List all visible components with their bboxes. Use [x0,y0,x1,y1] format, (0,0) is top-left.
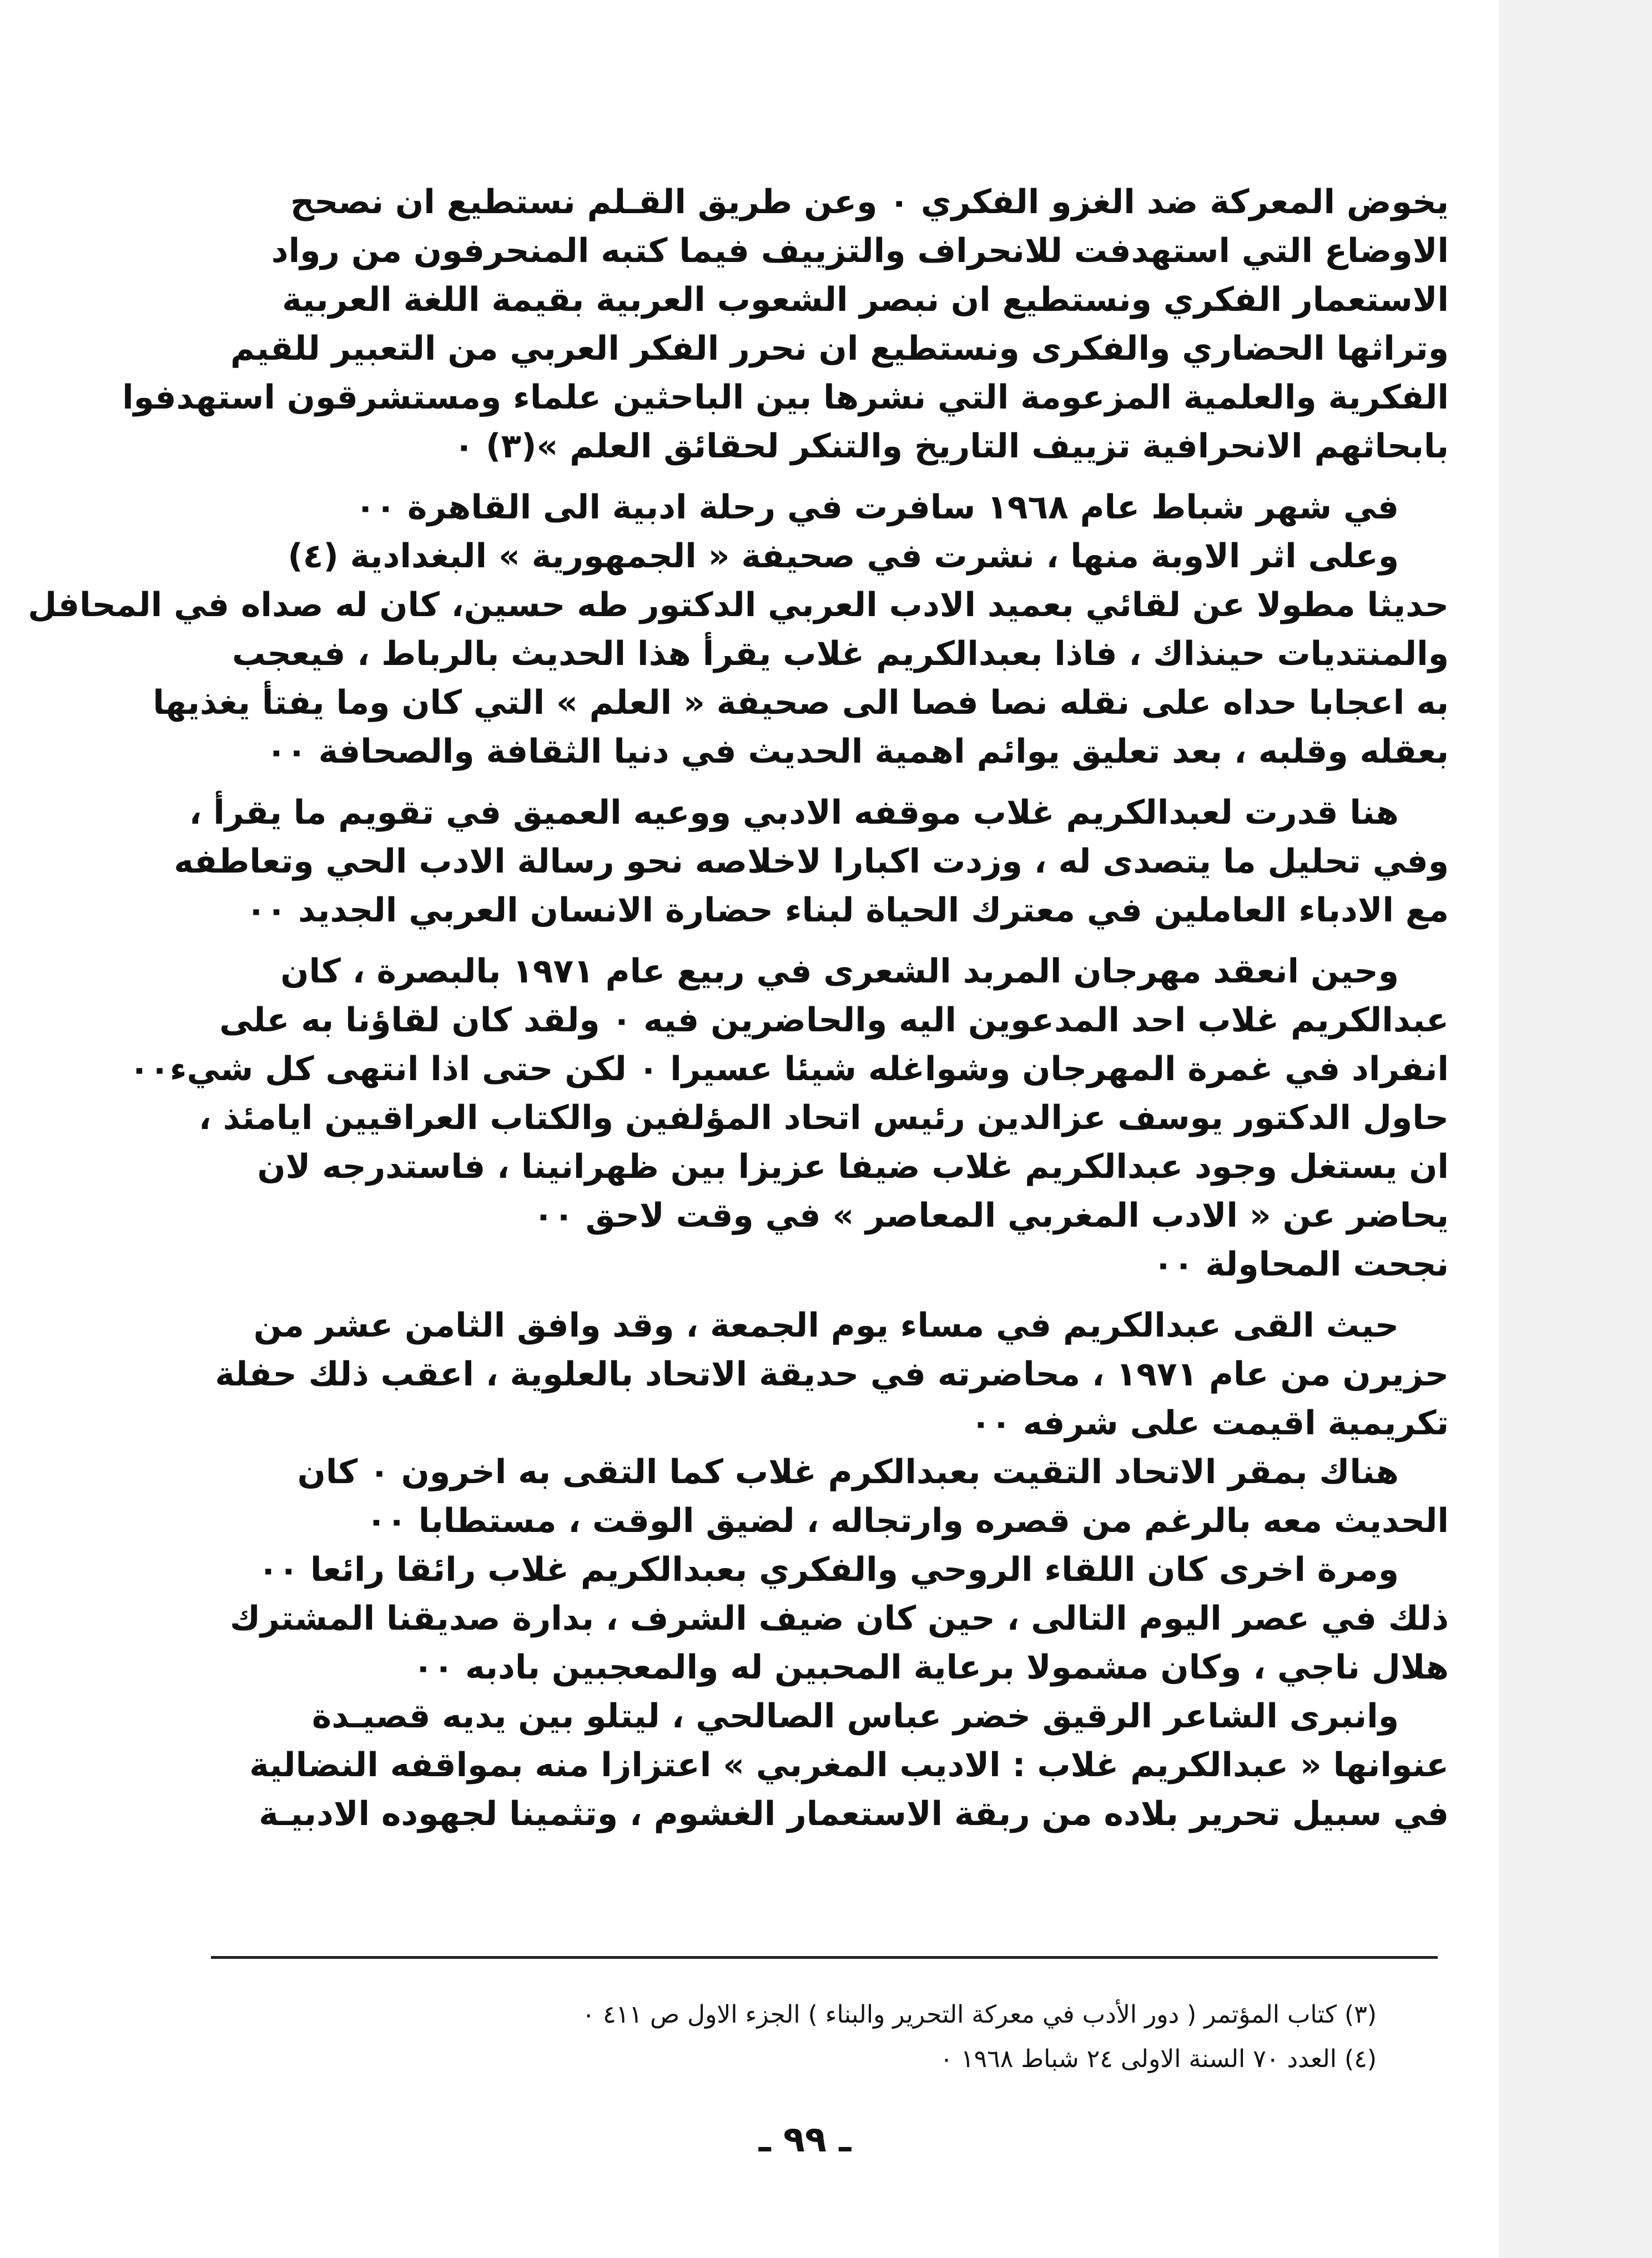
text-line: مع الادباء العاملين في معترك الحياة لبناء حضارة الانسان العربي الجديد ٠٠ [246,891,1449,930]
text-line: هلال ناجي ، وكان مشمولا برعاية المحبين له والمعجبين بادبه ٠٠ [412,1648,1449,1687]
text-line: وتراثها الحضاري والفكرى ونستطيع ان نحرر الفكر العربي من التعبير للقيم [230,329,1449,368]
text-line: حيث القى عبدالكريم في مساء يوم الجمعة ، وقد وافق الثامن عشر من [253,1306,1399,1345]
text-line: في شهر شباط عام ١٩٦٨ سافرت في رحلة ادبية الى القاهرة ٠٠ [355,488,1399,527]
text-line: ان يستغل وجود عبدالكريم غلاب ضيفا عزيزا بين ظهرانينا ، فاستدرجه لان [257,1147,1449,1186]
body-text [28,178,1449,1838]
text-line: الاستعمار الفكري ونستطيع ان نبصر الشعوب العربية بقيمة اللغة العربية [282,280,1449,319]
text-line: يخوض المعركة ضد الغزو الفكري ٠ وعن طريق القـلم نستطيع ان نصحح [290,183,1449,221]
text-line: بعقله وقلبه ، بعد تعليق يوائم اهمية الحديث في دنيا الثقافة والصحافة ٠٠ [266,732,1449,771]
text-line: نجحت المحاولة ٠٠ [1153,1245,1449,1284]
text-line: حديثا مطولا عن لقائي بعميد الادب العربي الدكتور طه حسين، كان له صداه في المحافل [28,586,1449,624]
text-line: الحديث معه بالرغم من قصره وارتجاله ، لضيق الوقت ، مستطابا ٠٠ [366,1501,1449,1540]
page-margin [1499,0,1652,2258]
page-number: ـ ٩٩ ـ [758,2119,852,2160]
text-line: هناك بمقر الاتحاد التقيت بعبدالكرم غلاب كما التقى به اخرون ٠ كان [297,1453,1399,1491]
text-line: والمنتديات حينذاك ، فاذا بعبدالكريم غلاب يقرأ هذا الحديث بالرباط ، فيعجب [231,634,1449,673]
text-line: وفي تحليل ما يتصدى له ، وزدت اكبارا لاخلاصه نحو رسالة الادب الحي وتعاطفه [174,842,1449,881]
text-line: بابحاثهم الانحرافية تزييف التاريخ والتنكر لحقائق العلم »(٣) ٠ [454,427,1449,466]
footnotes [289,1993,1377,2081]
text-line: الاوضاع التي استهدفت للانحراف والتزييف فيما كتبه المنحرفون من رواد [271,231,1449,270]
text-line: انفراد في غمرة المهرجان وشواغله شيئا عسيرا ٠ لكن حتى اذا انتهى كل شيء٠٠ [129,1050,1449,1088]
text-line: وعلى اثر الاوبة منها ، نشرت في صحيفة « الجمهورية » البغدادية (٤) [288,537,1399,576]
text-line: ومرة اخرى كان اللقاء الروحي والفكري بعبدالكريم غلاب رائقا رائعا ٠٠ [258,1550,1399,1589]
text-line: الفكرية والعلمية المزعومة التي نشرها بين الباحثين علماء ومستشرقون استهدفوا [122,378,1449,417]
text-line: في سبيل تحرير بلاده من ربقة الاستعمار الغشوم ، وتثمينا لجهوده الادبيـة [259,1795,1449,1833]
footnote-divider [211,1956,1438,1959]
text-line: عنوانها « عبدالكريم غلاب : الاديب المغربي » اعتزازا منه بمواقفه النضالية [249,1746,1449,1785]
text-line: وانبرى الشاعر الرقيق خضر عباس الصالحي ، ليتلو بين يديه قصيـدة [311,1697,1399,1736]
text-line: ذلك في عصر اليوم التالى ، حين كان ضيف الشرف ، بدارة صديقنا المشترك [229,1599,1449,1638]
text-line: به اعجابا حداه على نقله نصا فصا الى صحيفة « العلم » التي كان وما يفتأ يغذيها [153,683,1449,722]
text-line: وحين انعقد مهرجان المربد الشعرى في ربيع عام ١٩٧١ بالبصرة ، كان [280,952,1399,991]
text-line: هنا قدرت لعبدالكريم غلاب موقفه الادبي ووعيه العميق في تقويم ما يقرأ ، [189,793,1399,832]
footnote: (٣) كتاب المؤتمر ( دور الأدب في معركة التحرير والبناء ) الجزء الاول ص ٤١١ ٠ [582,2000,1377,2029]
footnote: (٤) العدد ٧٠ السنة الاولى ٢٤ شباط ١٩٦٨ ٠ [940,2045,1377,2073]
text-line: يحاضر عن « الادب المغربي المعاصر » في وقت لاحق ٠٠ [533,1196,1449,1235]
text-line: حاول الدكتور يوسف عزالدين رئيس اتحاد المؤلفين والكتاب العراقيين ايامئذ ، [198,1098,1449,1137]
text-line: تكريمية اقيمت على شرفه ٠٠ [970,1404,1449,1443]
text-line: حزيرن من عام ١٩٧١ ، محاضرته في حديقة الاتحاد بالعلوية ، اعقب ذلك حفلة [215,1355,1449,1394]
text-line: عبدالكريم غلاب احد المدعوين اليه والحاضرين فيه ٠ ولقد كان لقاؤنا به على [219,1001,1449,1040]
